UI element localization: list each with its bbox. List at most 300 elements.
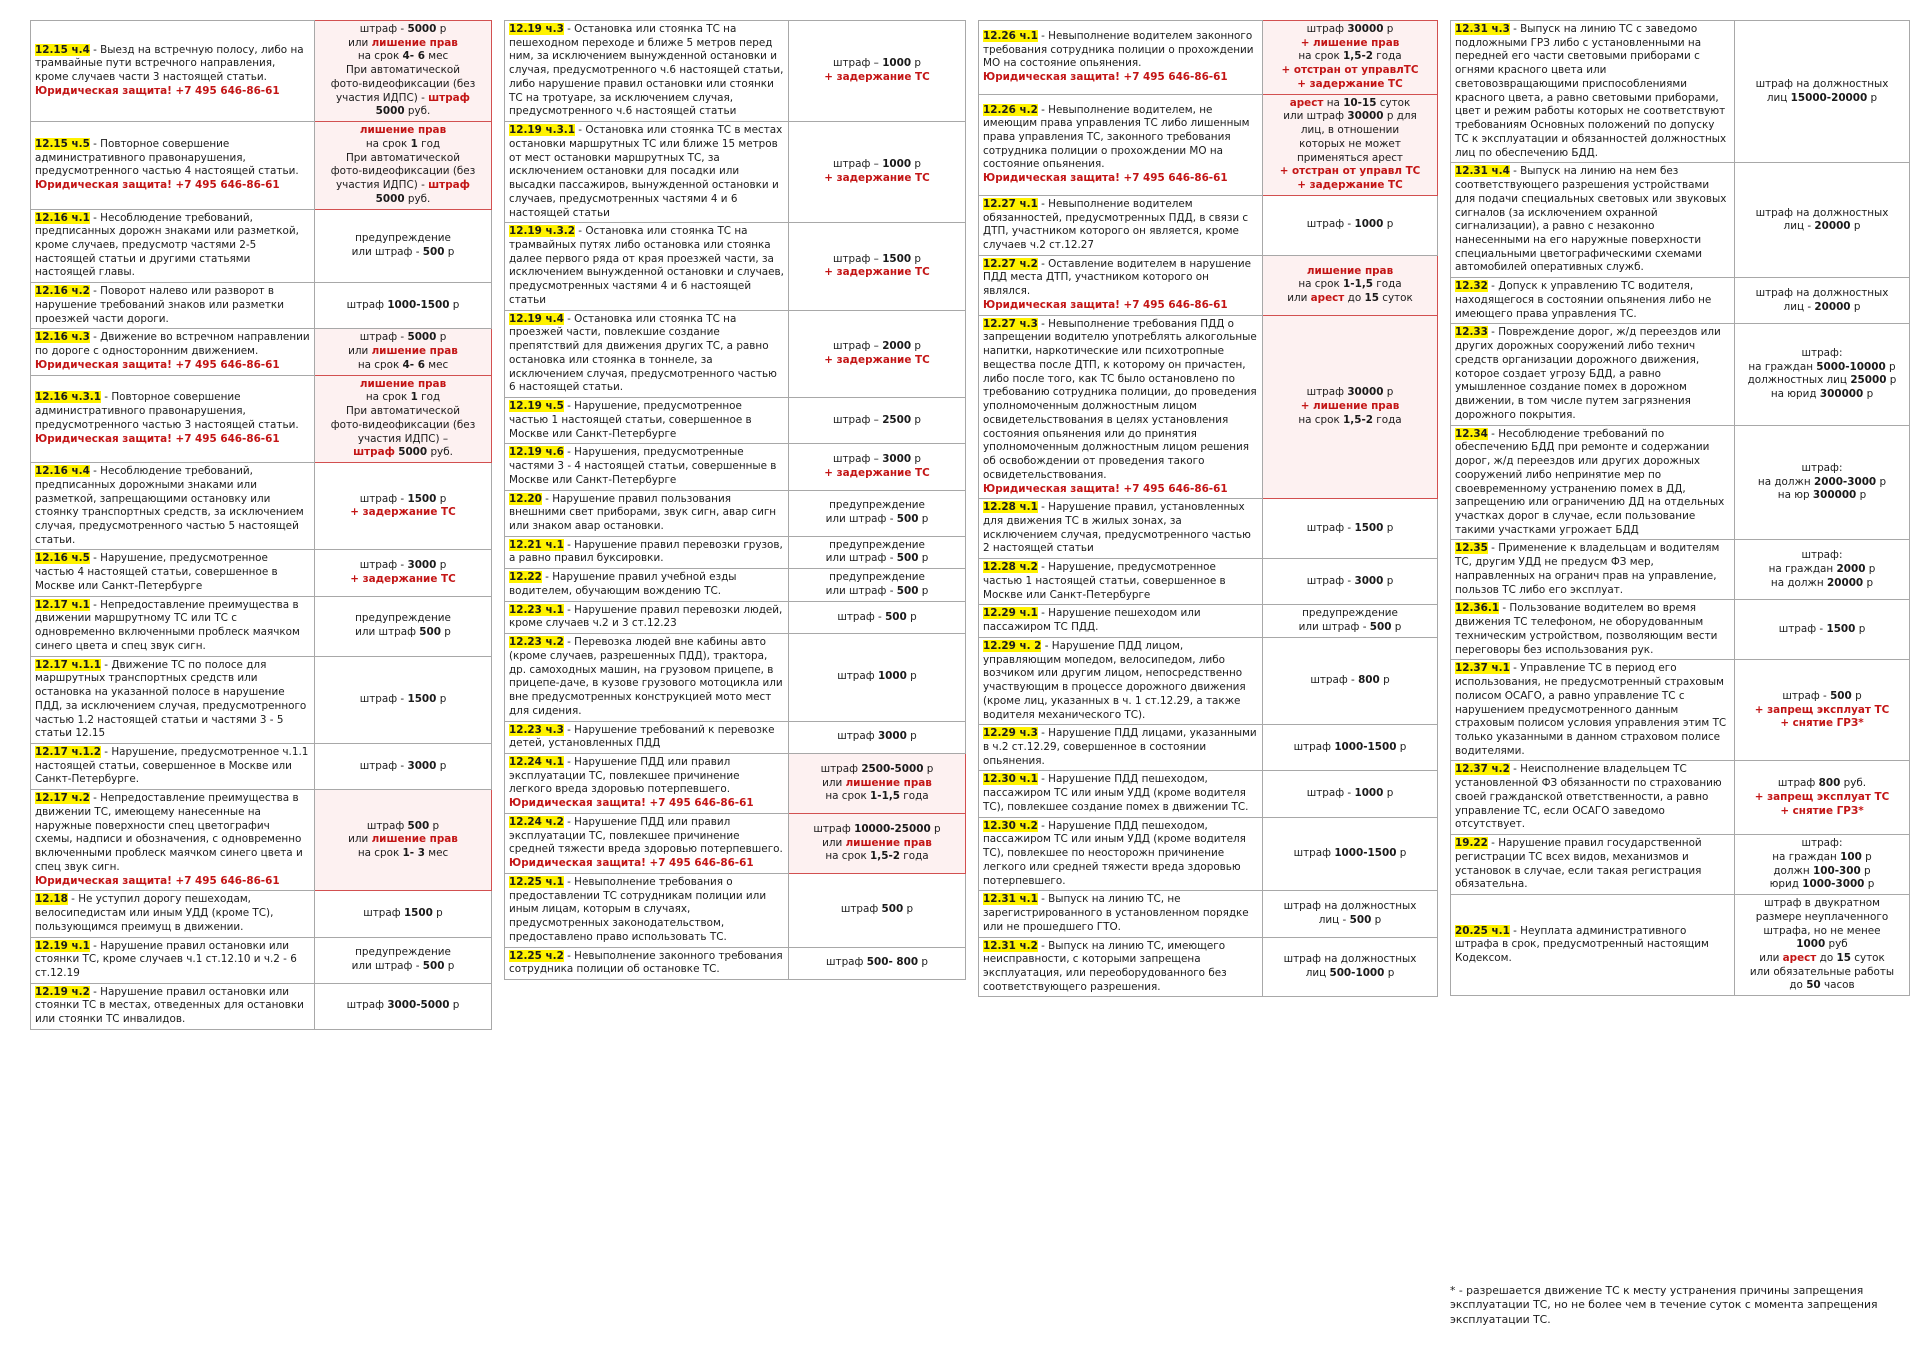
penalty-line <box>1267 953 1433 967</box>
table-row <box>31 656 492 743</box>
penalty-text: штраф - <box>359 23 408 35</box>
penalty-line <box>1267 218 1433 232</box>
penalty-text: штраф: <box>1801 549 1843 562</box>
violation-cell: 12.24 ч.2 - Нарушение ПДД или правил эксплуатации ТС, повлекшее причинение средней тяжести вреда здоровью потерпевшего. Юридическая защита! +7 495 646-86-61 <box>505 813 789 873</box>
penalty-cell <box>1735 324 1910 425</box>
penalty-text: р <box>1856 489 1867 502</box>
penalty-line <box>793 158 961 172</box>
penalty-text: р <box>440 626 451 639</box>
violation-text: Управление ТС в период его использования, не предусмотренный страховым полисом ОСАГО, а равно управление ТС с нарушением предусмотренного данным страховым полисом условия управления этим ТС только указанными в данном страховом полисе водителями. <box>1455 662 1727 757</box>
penalty-text: р <box>1850 220 1861 233</box>
penalty-line <box>793 790 961 804</box>
penalty-line <box>1267 78 1433 92</box>
penalty-sanction: + задержание ТС <box>824 466 930 479</box>
violation-text: Не уступил дорогу пешеходам, велосипедистам или иным УДД (кроме ТС), пользующимся преимущ в движении. <box>35 893 274 933</box>
column-4 <box>1450 20 1910 996</box>
penalty-amount: 3000 <box>882 453 912 466</box>
penalty-line <box>1267 674 1433 688</box>
article-code: 12.19 ч.2 <box>35 985 90 998</box>
penalty-text: на срок <box>357 50 403 63</box>
table-row <box>979 315 1438 499</box>
violation-cell: 12.28 ч.2 - Нарушение, предусмотренное частью 1 настоящей статьи, совершенное в Москве или Санкт-Петербурге <box>979 559 1263 605</box>
penalty-amount: 5000 <box>375 105 405 118</box>
penalty-amount: 800 <box>1818 777 1841 790</box>
penalty-sanction: + отстран от управл ТС <box>1279 165 1421 178</box>
table-row <box>31 937 492 983</box>
penalty-text: штраф <box>837 670 878 683</box>
penalty-line <box>319 847 487 861</box>
footnote: * - разрешается движение ТС к месту устранения причины запрещения эксплуатации ТС, но не более чем в течение суток с момента запрещения эксплуатации ТС. <box>1450 1284 1878 1326</box>
penalty-text: или штраф - <box>825 513 897 526</box>
penalty-line <box>793 513 961 527</box>
penalty-amount: 100-300 <box>1813 864 1861 877</box>
legal-help-phone: Юридическая защита! +7 495 646-86-61 <box>35 84 280 97</box>
violation-cell: 12.23 ч.1 - Нарушение правил перевозки людей, кроме случаев ч.2 и 3 ст.12.23 <box>505 601 789 633</box>
penalty-cell <box>789 947 966 979</box>
penalty-text: на срок <box>365 391 411 404</box>
table-row <box>505 721 966 753</box>
table-row <box>979 94 1438 195</box>
penalty-cell <box>789 813 966 873</box>
table-row <box>1451 21 1910 163</box>
violation-text: Невыполнение требования о предоставлении ТС сотрудникам полиции или иным лицам, которым в случаях, предусмотренных законодательством, предоставлено право использовать ТС. <box>509 875 767 943</box>
article-code: 12.19 ч.3.2 <box>509 225 575 238</box>
penalty-line <box>1739 563 1905 577</box>
violation-text: Невыполнение водителем обязанностей, предусмотренных ПДД, в связи с ДТП, участником которого он является, кроме случаев ч.2 ст.12.27 <box>983 197 1249 252</box>
legal-help-phone: Юридическая защита! +7 495 646-86-61 <box>35 358 280 371</box>
penalty-line <box>1739 220 1905 234</box>
penalty-text: которых не может <box>1299 137 1401 150</box>
penalty-amount: 1000-1500 <box>1334 847 1397 860</box>
table-row <box>31 283 492 329</box>
penalty-line <box>793 172 961 186</box>
penalty-text: должн <box>1773 864 1814 877</box>
article-code: 12.25 ч.1 <box>509 875 564 888</box>
penalty-amount: 500 <box>419 626 441 639</box>
penalty-line <box>319 405 487 419</box>
penalty-line <box>1739 78 1905 92</box>
article-code: 12.24 ч.1 <box>509 755 564 768</box>
violation-text: Нарушение требований к перевозке детей, установленных ПДД <box>509 723 775 750</box>
penalty-text: р <box>1863 576 1874 589</box>
penalty-cell <box>1263 195 1438 255</box>
violation-text: Неуплата административного штрафа в срок, предусмотренный настоящим Кодексом. <box>1455 924 1709 964</box>
penalty-amount: 500 <box>422 960 445 973</box>
penalty-text: или <box>348 833 372 846</box>
penalty-line <box>1267 97 1433 111</box>
article-code: 12.16 ч.2 <box>35 285 90 298</box>
penalty-text: или штраф <box>355 626 420 639</box>
violation-cell: 12.24 ч.1 - Нарушение ПДД или правил эксплуатации ТС, повлекшее причинение легкого вреда здоровью потерпевшего. Юридическая защита! +7 495 646-86-61 <box>505 753 789 813</box>
table-row <box>979 21 1438 95</box>
penalty-sanction: + задержание ТС <box>350 573 456 586</box>
penalty-cell <box>1263 891 1438 937</box>
penalty-line <box>1739 388 1905 402</box>
penalty-text: р <box>1885 360 1896 373</box>
penalty-text: р <box>449 298 460 311</box>
penalty-text: р <box>1861 850 1872 863</box>
penalty-line <box>319 345 487 359</box>
violation-cell: 12.17 ч.1.1 - Движение ТС по полосе для маршрутных транспортных средств или остановка на указанной полосе в нарушение ПДД, за исключением случая, предусмотренного частью 1.2 настоящей статьи и частями 3 - 5 статьи 12.15 <box>31 656 315 743</box>
penalty-cell <box>315 21 492 122</box>
violation-text: Выпуск на линию ТС, не зарегистрированного в установленном порядке или не прошедшего ГТО. <box>983 893 1249 933</box>
penalty-cell <box>789 21 966 122</box>
penalty-text: штраф <box>1293 847 1335 860</box>
penalty-text: При автоматической <box>345 64 460 77</box>
penalty-line <box>1267 278 1433 292</box>
penalty-text: р для <box>1383 110 1417 123</box>
penalty-line <box>1739 549 1905 563</box>
penalty-line <box>319 232 487 246</box>
penalty-line <box>319 246 487 260</box>
penalty-text: штраф – <box>832 340 883 353</box>
penalty-cell <box>789 122 966 223</box>
penalty-text: лиц - <box>1783 220 1815 233</box>
penalty-sanction: арест <box>1289 96 1324 109</box>
penalty-cell <box>315 656 492 743</box>
violation-cell: 12.19 ч.5 - Нарушение, предусмотренное частью 1 настоящей статьи, совершенное в Москве или Санкт-Петербурге <box>505 398 789 444</box>
violation-cell: 12.19 ч.3.2 - Остановка или стоянка ТС на трамвайных путях либо остановка или стоянка далее первого ряда от края проезжей части, за исключением вынужденной остановки и случаев, предусмотренных частями 4 и 6 настоящей статьи <box>505 223 789 310</box>
penalty-text: на срок <box>1298 50 1344 63</box>
table-row <box>505 490 966 536</box>
penalty-cell <box>315 209 492 283</box>
violation-cell: 12.36.1 - Пользование водителем во время движения ТС телефоном, не оборудованным техническим устройством, позволяющим вести переговоры без использования рук. <box>1451 600 1735 660</box>
penalty-line <box>1267 165 1433 179</box>
table-row <box>505 223 966 310</box>
penalty-amount: 500 <box>896 552 919 565</box>
penalty-text: предупреждение <box>829 571 925 584</box>
penalty-text: р <box>1876 475 1887 488</box>
violation-text: Движение ТС по полосе для маршрутных транспортных средств или остановка на указанной полосе в нарушение ПДД, за исключением случая, предусмотренного частью 1.2 настоящей статьи и частями 3 - 5 статьи 12.15 <box>35 658 307 740</box>
violation-cell: 12.33 - Повреждение дорог, ж/д переездов или других дорожных сооружений либо технич средств организации дорожного движения, которое создает угрозу БДД, а равно умышленное создание помех в дорожном движении, в том числе путем загрязнения дорожного покрытия. <box>1451 324 1735 425</box>
penalty-text: р <box>1396 847 1407 860</box>
penalty-line <box>1739 897 1905 911</box>
violation-text: Перевозка людей вне кабины авто (кроме случаев, разрешенных ПДД), трактора, др. самоходных машин, на грузовом прицепе, в прицепе-даче, в кузове грузового мотоцикла или вне предусмотренных конструкцией мото мест для сидения. <box>509 636 783 717</box>
penalty-text: р <box>911 453 922 466</box>
article-code: 12.19 ч.5 <box>509 400 564 413</box>
penalty-line <box>319 419 487 433</box>
penalty-amount: 5000 <box>398 446 428 459</box>
penalty-text: или штраф <box>1283 110 1348 123</box>
penalty-text: р <box>918 956 928 969</box>
penalty-text: на юр <box>1777 489 1813 502</box>
penalty-text: штраф - <box>359 559 408 572</box>
penalty-text: штраф - <box>359 331 408 344</box>
article-code: 12.31 ч.1 <box>983 893 1038 906</box>
penalty-text: штраф <box>1306 386 1348 399</box>
article-code: 12.31 ч.2 <box>983 939 1038 952</box>
violation-cell: 12.15 ч.5 - Повторное совершение административного правонарушения, предусмотренного частью 4 настоящей статьи. Юридическая защита! +7 495 646-86-61 <box>31 122 315 209</box>
penalty-cell <box>789 223 966 310</box>
penalty-text: года <box>900 790 929 803</box>
violation-cell: 12.16 ч.2 - Поворот налево или разворот в нарушение требований знаков или разметки проезжей части дороги. <box>31 283 315 329</box>
legal-help-phone: Юридическая защита! +7 495 646-86-61 <box>983 482 1228 495</box>
penalty-sanction: + запрещ эксплуат ТС <box>1754 790 1890 803</box>
penalty-line <box>1739 777 1905 791</box>
penalty-cell <box>315 550 492 596</box>
penalty-line <box>793 414 961 428</box>
article-code: 12.18 <box>35 893 68 906</box>
penalty-amount: 2000-3000 <box>1814 475 1877 488</box>
penalty-text: р <box>429 819 440 832</box>
article-code: 12.26 ч.1 <box>983 29 1038 42</box>
penalty-text: р <box>906 730 917 743</box>
violation-text: Выпуск на линию ТС, имеющего неисправности, с которыми запрещена эксплуатация, или переоборудованного без соответствующего разрешения. <box>983 939 1227 993</box>
penalty-line <box>319 820 487 834</box>
table-row <box>505 753 966 813</box>
penalty-line <box>1267 400 1433 414</box>
penalty-cell <box>1263 94 1438 195</box>
violation-text: Движение во встречном направлении по дороге с односторонним движением. <box>35 331 310 358</box>
article-code: 12.34 <box>1455 427 1488 440</box>
violation-cell: 12.27 ч.2 - Оставление водителем в нарушение ПДД места ДТП, участником которого он являлся. Юридическая защита! +7 495 646-86-61 <box>979 255 1263 315</box>
violation-text: Выпуск на линию ТС с заведомо подложными ГРЗ либо с установленными на передней его части световыми приборами с огнями красного цвета или световозвращающими приспособлениями красного цвета, а равно световыми приборами, цвет и режим работы которых не соответствуют требованиям Основных положений по допуску ТС к эксплуатации и обязанностей должностных лиц по обеспечению БДД. <box>1455 23 1727 159</box>
penalty-sanction: + задержание ТС <box>824 172 930 185</box>
penalty-text: фото-видеофиксации (без <box>330 165 476 178</box>
penalty-amount: 5000 <box>407 331 437 344</box>
penalty-line <box>1267 124 1433 138</box>
article-code: 12.37 ч.1 <box>1455 662 1510 675</box>
table-row <box>505 947 966 979</box>
penalty-sanction: + задержание ТС <box>1297 77 1403 90</box>
violation-text: Несоблюдение требований по обеспечению БДД при ремонте и содержании дорог, ж/д переездов или других дорожных сооружений либо непринятие мер по своевременному устранению помех в ДД, запрещению или ограничению ДД на отдельных участках дорог в случае, если пользование такими участками угрожает БДД <box>1455 427 1725 536</box>
penalty-cell <box>1263 499 1438 559</box>
article-code: 12.35 <box>1455 542 1488 555</box>
penalty-cell <box>789 536 966 568</box>
penalty-line <box>319 37 487 51</box>
penalty-cell <box>1263 315 1438 499</box>
penalty-text: или штраф - <box>351 960 423 973</box>
penalty-text: р <box>444 245 455 258</box>
violation-text: Нарушение, предусмотренное ч.1.1 настоящей статьи, совершенное в Москве или Санкт-Петербурге. <box>35 745 309 786</box>
penalty-amount: 1 <box>410 391 418 404</box>
article-code: 12.31 ч.3 <box>1455 23 1510 35</box>
table-row <box>979 891 1438 937</box>
violation-text: Нарушение, предусмотренное частью 4 настоящей статьи, совершенное в Москве или Санкт-Петербурге <box>35 552 278 592</box>
penalty-line <box>1739 287 1905 301</box>
penalty-text: штраф: <box>1801 461 1843 474</box>
penalty-text: на срок <box>357 358 403 371</box>
penalty-text: штраф - <box>1782 689 1831 702</box>
penalty-line <box>793 354 961 368</box>
penalty-cell <box>1735 163 1910 278</box>
violation-text: Выезд на встречную полосу, либо на трамвайные пути встречного направления, кроме случаев части 3 настоящей статьи. <box>35 43 304 84</box>
article-code: 12.19 ч.4 <box>509 312 564 325</box>
penalty-line <box>319 299 487 313</box>
penalty-line <box>1739 92 1905 106</box>
penalty-line <box>793 837 961 851</box>
penalty-text: год <box>417 391 441 404</box>
penalty-line <box>1267 292 1433 306</box>
article-code: 12.17 ч.2 <box>35 792 90 805</box>
penalty-line <box>319 693 487 707</box>
penalty-text: года <box>1373 413 1402 426</box>
penalty-text: штраф <box>1777 777 1819 790</box>
penalty-sanction: лишение прав <box>359 377 447 390</box>
penalty-text: штраф – <box>832 453 883 466</box>
penalty-text: штраф <box>363 907 404 920</box>
penalty-amount: 1000-1500 <box>1334 740 1397 753</box>
violation-text: Нарушение ПДД или правил эксплуатации ТС, повлекшее причинение средней тяжести вреда здоровью потерпевшего. <box>509 815 783 856</box>
penalty-cell <box>1735 895 1910 996</box>
article-code: 12.19 ч.3 <box>509 23 564 35</box>
penalty-amount: 1000 <box>877 670 907 683</box>
penalty-line <box>319 138 487 152</box>
penalty-line <box>1739 717 1905 731</box>
penalty-text: применяться арест <box>1297 151 1403 164</box>
article-code: 12.33 <box>1455 326 1488 339</box>
penalty-amount: 4- 6 <box>402 358 425 371</box>
penalty-cell <box>315 790 492 891</box>
penalty-line <box>1267 179 1433 193</box>
penalty-text: штраф – <box>832 413 883 426</box>
penalty-text: часов <box>1820 979 1855 992</box>
penalty-text: р <box>906 610 917 623</box>
violation-text: Нарушение правил остановки или стоянки ТС, кроме случаев ч.1 ст.12.10 и ч.2 - 6 ст.12.19 <box>35 939 297 979</box>
penalty-text: штраф <box>813 822 855 835</box>
fines-table-3 <box>978 20 1438 997</box>
penalty-text: лиц <box>1766 91 1791 104</box>
penalty-text: или обязательные работы <box>1749 965 1895 978</box>
penalty-text: года <box>1373 278 1402 291</box>
violation-cell: 12.31 ч.4 - Выпуск на линию на нем без соответствующего разрешения устройствами для подачи специальных световых или звуковых сигналов (за исключением охранной сигнализации), а равно с незаконно нанесенными на его наружные поверхности специальными цветографическими схемами автомобилей оперативных служб. <box>1451 163 1735 278</box>
penalty-amount: 500 <box>1830 689 1852 702</box>
penalty-text: штраф на должностных <box>1755 77 1889 90</box>
penalty-text: р <box>1886 374 1897 387</box>
penalty-amount: 30000 <box>1347 386 1384 399</box>
table-row <box>1451 425 1910 540</box>
penalty-amount: 50 <box>1806 979 1821 992</box>
penalty-amount: 20000 <box>1827 576 1864 589</box>
penalty-amount: 3000-5000 <box>387 999 450 1012</box>
penalty-amount: 1500 <box>1354 521 1384 534</box>
article-code: 12.16 ч.4 <box>35 465 90 478</box>
penalty-text: на срок <box>357 847 403 860</box>
penalty-amount: 1000 <box>1796 938 1826 951</box>
penalty-text: или <box>1287 292 1311 305</box>
violation-cell: 12.27 ч.1 - Невыполнение водителем обязанностей, предусмотренных ПДД, в связи с ДТП, участником которого он является, кроме случаев ч.2 ст.12.27 <box>979 195 1263 255</box>
penalty-line <box>319 78 487 92</box>
table-row <box>979 559 1438 605</box>
penalty-text: суток <box>1850 952 1885 964</box>
penalty-text: юрид <box>1769 878 1803 891</box>
violation-text: Нарушения, предусмотренные частями 3 - 4 настоящей статьи, совершенные в Москве или Санкт-Петербурге <box>509 446 777 486</box>
article-code: 12.25 ч.2 <box>509 949 564 962</box>
penalty-line <box>1267 900 1433 914</box>
penalty-sanction: штраф <box>353 446 395 459</box>
article-code: 12.31 ч.4 <box>1455 165 1510 178</box>
penalty-text: штраф - <box>359 759 408 772</box>
penalty-line <box>1267 152 1433 166</box>
penalty-amount: 500- 800 <box>866 956 919 969</box>
penalty-line <box>1267 575 1433 589</box>
penalty-amount: 3000 <box>407 759 437 772</box>
article-code: 19.22 <box>1455 837 1488 850</box>
table-row <box>979 937 1438 997</box>
violation-text: Повторное совершение административного правонарушения, предусмотренного частью 4 настоящей статьи. <box>35 137 299 178</box>
penalty-text: или <box>822 776 846 789</box>
penalty-line <box>793 467 961 481</box>
penalty-text: р <box>436 559 447 572</box>
violation-text: Нарушение ПДД пешеходом, пассажиром ТС или иным УДД (кроме водителя ТС), повлекшее создание помех в движении ТС. <box>983 773 1249 813</box>
penalty-text: р <box>1396 740 1407 753</box>
violation-cell: 12.16 ч.5 - Нарушение, предусмотренное частью 4 настоящей статьи, совершенное в Москве или Санкт-Петербурге <box>31 550 315 596</box>
table-row <box>505 310 966 397</box>
penalty-text: суток <box>1378 292 1413 305</box>
penalty-sanction: + снятие ГРЗ* <box>1780 804 1864 817</box>
penalty-text: р <box>911 57 922 70</box>
violation-cell: 12.32 - Допуск к управлению ТС водителя, находящегося в состоянии опьянения либо не имеющего права управления ТС. <box>1451 278 1735 324</box>
table-row <box>979 817 1438 891</box>
legal-help-phone: Юридическая защита! +7 495 646-86-61 <box>983 172 1228 185</box>
penalty-amount: 3000 <box>407 559 437 572</box>
fines-table-1 <box>30 20 492 1030</box>
penalty-line <box>793 539 961 553</box>
penalty-line <box>793 730 961 744</box>
penalty-text: предупреждение <box>355 612 451 625</box>
penalty-text: р <box>432 907 443 920</box>
article-code: 12.19 ч.6 <box>509 446 564 459</box>
penalty-line <box>319 907 487 921</box>
penalty-text: штраф в двукратном <box>1764 897 1880 910</box>
violation-cell: 12.30 ч.1 - Нарушение ПДД пешеходом, пассажиром ТС или иным УДД (кроме водителя ТС), повлекшее создание помех в движении ТС. <box>979 771 1263 817</box>
penalty-text: штраф - <box>359 492 408 505</box>
violation-text: Невыполнение законного требования сотрудника полиции об остановке ТС. <box>509 949 783 976</box>
penalty-line <box>319 946 487 960</box>
penalty-cell <box>789 444 966 490</box>
penalty-text: руб <box>1825 938 1848 951</box>
penalty-line <box>1267 914 1433 928</box>
penalty-line <box>1267 64 1433 78</box>
penalty-text: штраф <box>840 903 882 916</box>
penalty-text: до <box>1789 979 1807 992</box>
penalty-amount: 500 <box>422 245 445 258</box>
violation-cell: 12.19 ч.4 - Остановка или стоянка ТС на проезжей части, повлекшие создание препятствий для движения других ТС, а равно остановка или стоянка в тоннеле, за исключением случая, предусмотренного частью 6 настоящей статьи. <box>505 310 789 397</box>
article-code: 12.23 ч.2 <box>509 636 564 649</box>
article-code: 20.25 ч.1 <box>1455 924 1510 937</box>
table-row <box>1451 895 1910 996</box>
article-code: 12.24 ч.2 <box>509 815 564 828</box>
penalty-amount: 2000 <box>1836 563 1866 576</box>
table-row <box>979 499 1438 559</box>
penalty-text: до <box>1816 952 1837 964</box>
penalty-text: штраф <box>366 819 408 832</box>
penalty-cell <box>315 937 492 983</box>
penalty-text: р <box>918 513 929 526</box>
penalty-text: до <box>1344 292 1365 305</box>
penalty-cell <box>789 310 966 397</box>
penalty-cell <box>1735 540 1910 600</box>
penalty-text: штраф <box>346 999 388 1012</box>
table-row <box>505 601 966 633</box>
penalty-line <box>319 92 487 106</box>
penalty-text: суток <box>1376 96 1411 109</box>
violation-text: Нарушение правил перевозки грузов, а равно правил буксировки. <box>509 538 783 565</box>
article-code: 12.17 ч.1 <box>35 598 90 611</box>
penalty-text: года <box>900 850 929 863</box>
penalty-amount: 1500 <box>882 252 912 265</box>
penalty-text: р <box>436 492 447 505</box>
penalty-line <box>319 506 487 520</box>
penalty-text: р <box>1383 787 1394 800</box>
penalty-line <box>319 152 487 166</box>
penalty-line <box>793 340 961 354</box>
penalty-amount: 1,5-2 <box>1343 413 1373 426</box>
penalty-line <box>319 378 487 392</box>
penalty-text: руб. <box>404 192 431 205</box>
penalty-text: р <box>911 158 922 171</box>
penalty-text: фото-видеофиксации (без <box>330 77 476 90</box>
